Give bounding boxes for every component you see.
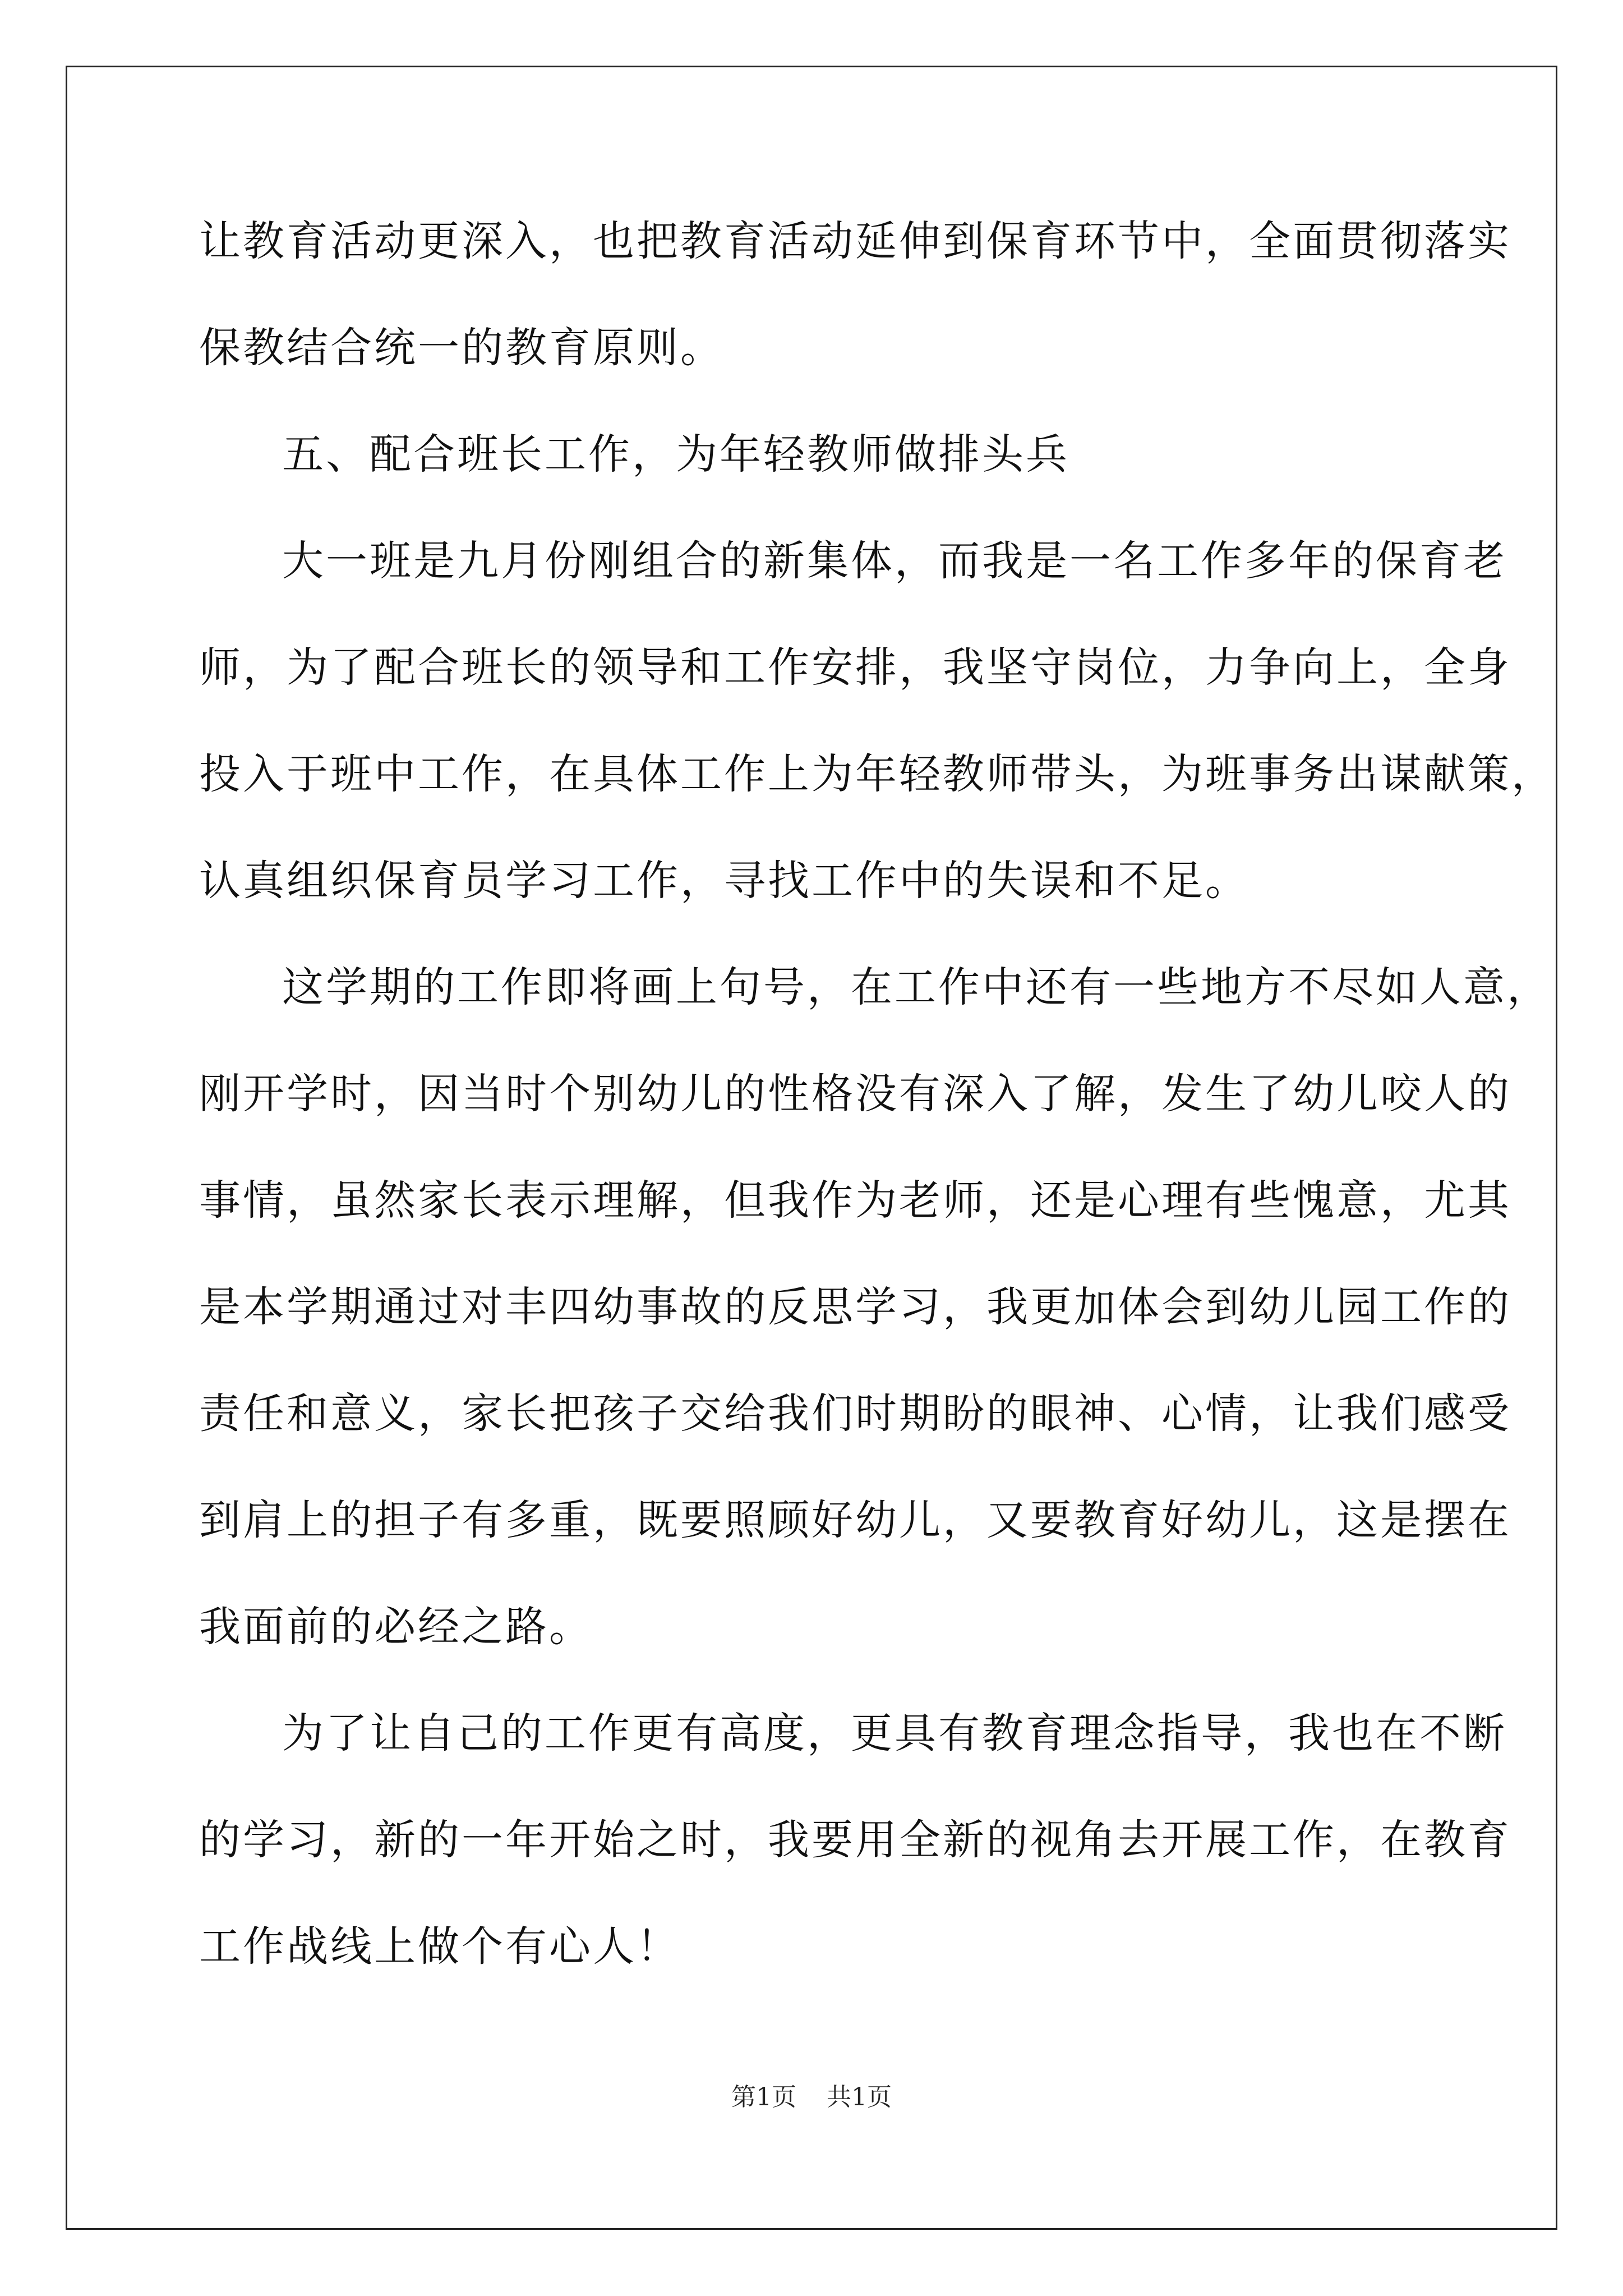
page-number-total: 共1页 (827, 2083, 892, 2111)
text-line: 工作战线上做个有心人！ (199, 1922, 680, 1971)
page-number-current: 第1页 (731, 2083, 796, 2111)
text-line: 的学习，新的一年开始之时，我要用全新的视角去开展工作，在教育 (199, 1816, 1511, 1864)
text-line: 认真组织保育员学习工作，寻找工作中的失误和不足。 (199, 857, 1249, 905)
text-line: 大一班是九月份刚组合的新集体，而我是一名工作多年的保育老 (282, 537, 1507, 585)
document-body (199, 213, 1555, 2025)
text-line: 事情，虽然家长表示理解，但我作为老师，还是心理有些愧意，尤其 (199, 1176, 1511, 1225)
text-line: 责任和意义，家长把孩子交给我们时期盼的眼神、心情，让我们感受 (199, 1389, 1511, 1438)
text-line: 投入于班中工作，在具体工作上为年轻教师带头，为班事务出谋献策， (199, 750, 1555, 798)
text-line: 让教育活动更深入，也把教育活动延伸到保育环节中，全面贯彻落实 (199, 217, 1511, 265)
text-line: 我面前的必经之路。 (199, 1603, 593, 1651)
text-line: 保教结合统一的教育原则。 (199, 324, 724, 372)
text-line: 这学期的工作即将画上句号，在工作中还有一些地方不尽如人意， (282, 963, 1551, 1011)
text-line: 刚开学时，因当时个别幼儿的性格没有深入了解，发生了幼儿咬人的 (199, 1070, 1511, 1118)
text-line: 师，为了配合班长的领导和工作安排，我坚守岗位，力争向上，全身 (199, 643, 1511, 692)
text-line: 是本学期通过对丰四幼事故的反思学习，我更加体会到幼儿园工作的 (199, 1283, 1511, 1331)
text-line: 为了让自己的工作更有高度，更具有教育理念指导，我也在不断 (282, 1709, 1507, 1757)
section-heading: 五、配合班长工作，为年轻教师做排头兵 (282, 430, 1069, 478)
page-footer (0, 2077, 1623, 2113)
text-line: 到肩上的担子有多重，既要照顾好幼儿，又要教育好幼儿，这是摆在 (199, 1496, 1511, 1544)
